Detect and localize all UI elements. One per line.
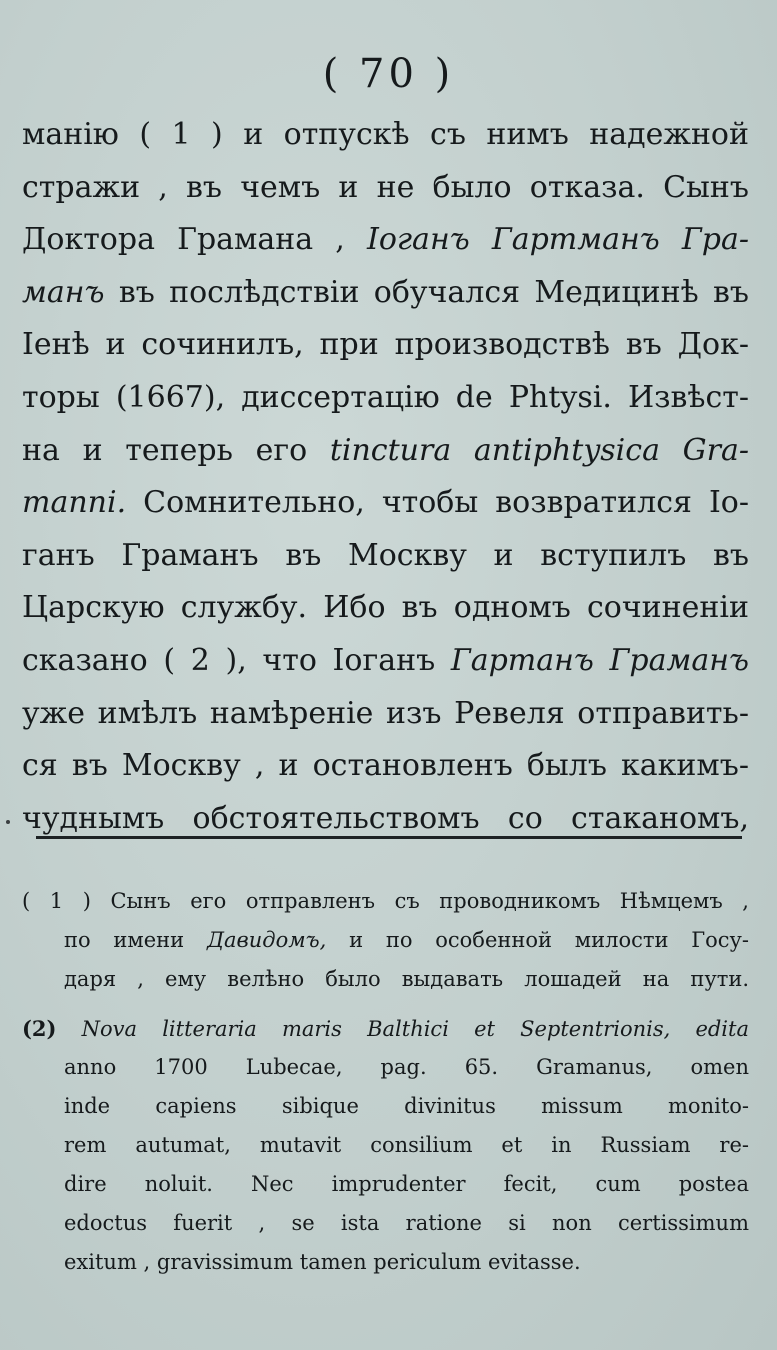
text-line <box>22 267 749 320</box>
text-line: Іенѣ и сочинилъ, при производствѣ въ Док- <box>22 327 749 363</box>
text-span: въ послѣдствіи обучался Медицинѣ въ <box>104 274 749 310</box>
text-line <box>22 635 749 688</box>
footnotes <box>22 882 749 1282</box>
footnote-marker: (2) <box>22 1016 57 1041</box>
footnote-line <box>22 921 749 960</box>
text-line: Царскую службу. Ибо въ одномъ сочиненіи <box>22 590 749 626</box>
footnote-line: даря , ему велѣно было выдавать лошадей на пути. <box>64 967 749 991</box>
footnote-line: inde capiens sibique divinitus missum monito- <box>64 1094 749 1118</box>
footnote-line <box>22 1009 749 1048</box>
text-span: по имени <box>64 928 207 952</box>
page-number: ( 70 ) <box>322 51 455 97</box>
text-span: сказано ( 2 ), что Іоганъ <box>22 642 451 678</box>
text-line <box>22 425 749 478</box>
main-text <box>22 109 749 845</box>
margin-dot <box>6 820 10 824</box>
text-span: Сомнительно, чтобы возвратился Іо- <box>126 485 749 521</box>
footnote-line: edoctus fuerit , se ista ratione si non certissimum <box>64 1211 749 1235</box>
italic-span: Іоганъ Гартманъ Гра- <box>366 222 749 258</box>
italic-span: manni. <box>22 485 127 521</box>
italic-span: манъ <box>22 274 105 310</box>
text-span: Сынъ его отправленъ съ проводникомъ Нѣмцемъ , <box>110 889 749 913</box>
footnote-separator <box>36 836 742 839</box>
text-line: ся въ Москву , и остановленъ былъ какимъ- <box>22 748 749 784</box>
footnote-1 <box>22 882 749 999</box>
text-span: на и теперь его <box>22 432 330 468</box>
text-line: чуднымъ обстоятельствомъ со стаканомъ, <box>22 800 749 836</box>
text-span: Доктора Грамана , <box>22 222 367 258</box>
footnote-marker: ( 1 ) <box>22 889 91 913</box>
text-line <box>22 214 749 267</box>
italic-span: tinctura antiphtysica Gra- <box>329 432 749 468</box>
text-line: уже имѣлъ намѣреніе изъ Ревеля отправить- <box>22 695 749 731</box>
italic-span: Nova litteraria maris Balthici et Septentrionis, edita <box>81 1017 749 1041</box>
footnote-2 <box>22 1009 749 1282</box>
text-line: стражи , въ чемъ и не было отказа. Сынъ <box>22 169 749 205</box>
text-line: манію ( 1 ) и отпускѣ съ нимъ надежной <box>22 117 749 152</box>
text-line <box>22 477 749 530</box>
text-line: торы (1667), диссертацію de Phtysi. Извѣст- <box>22 379 749 415</box>
footnote-line: dire noluit. Nec imprudenter fecit, cum postea <box>64 1172 749 1196</box>
text-span: и по особенной милости Госу- <box>326 928 749 952</box>
footnote-line: exitum , gravissimum tamen periculum evitasse. <box>64 1250 581 1274</box>
text-line: ганъ Граманъ въ Москву и вступилъ въ <box>22 537 749 573</box>
footnote-line: anno 1700 Lubecae, pag. 65. Gramanus, omen <box>64 1055 749 1079</box>
italic-span: Давидомъ, <box>206 928 327 952</box>
footnote-line <box>22 882 749 921</box>
italic-span: Гартанъ Граманъ <box>450 642 749 678</box>
footnote-line: rem autumat, mutavit consilium et in Russiam re- <box>64 1133 749 1157</box>
